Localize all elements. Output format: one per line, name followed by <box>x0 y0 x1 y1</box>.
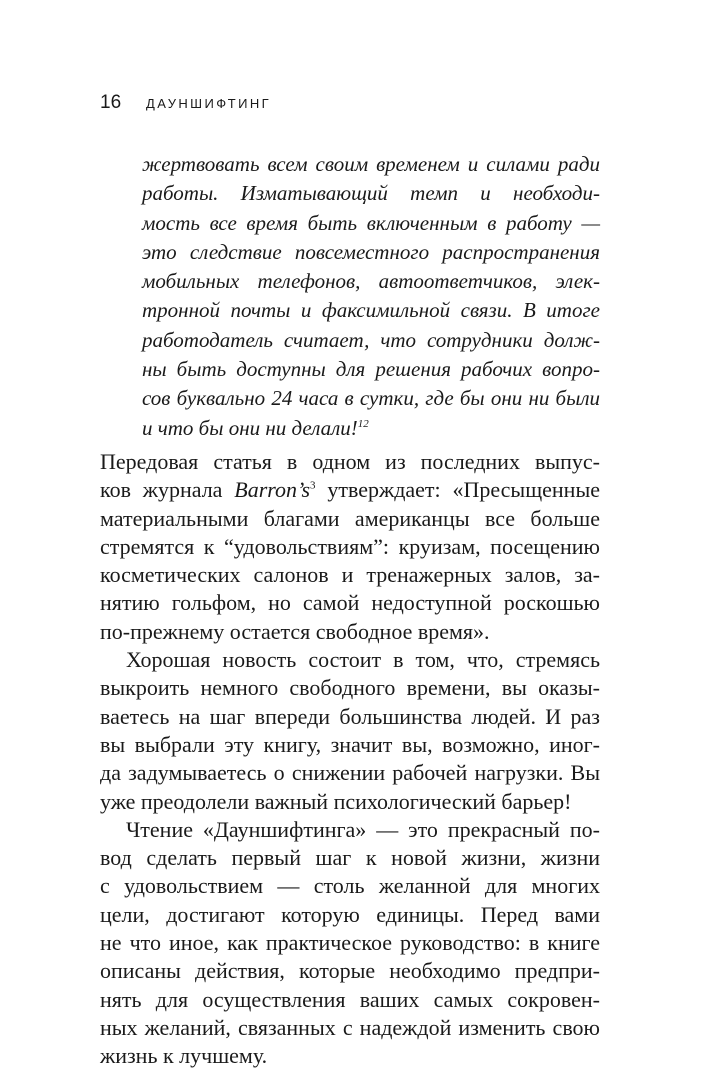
text-line: вы выбрали эту книгу, значит вы, возможно, иног- <box>100 731 600 757</box>
footnote-mark: 12 <box>357 417 369 430</box>
text-line: Чтение «Дауншифтинга» — это прекрасный по- <box>126 816 600 842</box>
page-header <box>100 92 271 114</box>
text-line: ных желаний, связанных с надеждой изменить свою <box>100 1014 600 1040</box>
text-line: жизнь к лучшему. <box>100 1043 268 1069</box>
quote-line: тронной почты и факсимильной связи. В итоге <box>142 298 600 323</box>
quote-line: сов буквально 24 часа в сутки, где бы они ни были <box>142 386 600 411</box>
paragraph-1 <box>100 448 600 646</box>
text-segment: ков журнала <box>100 477 235 503</box>
text-line: выкроить немного свободного времени, вы оказы- <box>100 675 600 701</box>
quote-line: жертвовать всем своим временем и силами ради <box>142 152 600 176</box>
page-number: 16 <box>100 92 122 113</box>
text-line: Передовая статья в одном из последних выпус- <box>100 449 600 474</box>
text-line: нятию гольфом, но самой недоступной роскошью <box>100 590 600 616</box>
magazine-title: Barron’s <box>234 477 311 503</box>
text-line: косметических салонов и тренажерных залов, за- <box>100 562 600 588</box>
text-line: не что иное, как практическое руководство: в книге <box>100 930 600 956</box>
text-line <box>100 476 600 504</box>
quote-line: работы. Изматывающий темп и необходи- <box>142 181 600 206</box>
running-title: ДАУНШИФТИНГ <box>146 96 272 111</box>
text-line: уже преодолели важный психологический барьер! <box>100 788 572 814</box>
text-line: по-прежнему остается свободное время». <box>100 618 490 644</box>
text-line: описаны действия, которые необходимо предпри- <box>100 958 600 984</box>
text-line: да задумываетесь о снижении рабочей нагрузки. Вы <box>100 760 600 786</box>
quote-line <box>142 414 600 443</box>
text-line: вод сделать первый шаг к новой жизни, жизни <box>100 845 600 871</box>
quote-line: это следствие повсеместного распространения <box>142 239 600 264</box>
body-text <box>100 448 600 1071</box>
text-line: цели, достигают которую единицы. Перед вами <box>100 901 600 927</box>
footnote-mark: 3 <box>310 479 316 492</box>
text-segment: утверждает: «Пресыщенные <box>315 477 600 503</box>
paragraph-2 <box>100 646 600 816</box>
quote-line: мобильных телефонов, автоответчиков, элек- <box>142 269 600 294</box>
paragraph-3 <box>100 816 600 1071</box>
text-line: Хорошая новость состоит в том, что, стремясь <box>126 647 600 673</box>
quote-line: мость все время быть включенным в работу — <box>142 210 600 235</box>
quote-text: и что бы они ни делали! <box>142 415 358 440</box>
text-line: нять для осуществления ваших самых сокровен- <box>100 986 600 1012</box>
text-line: материальными благами американцы все больше <box>100 505 600 531</box>
text-line: с удовольствием — столь желанной для многих <box>100 873 600 899</box>
text-line: ваетесь на шаг впереди большинства людей. И раз <box>100 703 600 729</box>
text-line: стремятся к “удовольствиям”: круизам, посещению <box>100 533 600 559</box>
block-quote <box>142 150 600 443</box>
quote-line: работодатель считает, что сотрудники долж- <box>142 327 600 352</box>
quote-line: ны быть доступны для решения рабочих вопро- <box>142 357 600 382</box>
